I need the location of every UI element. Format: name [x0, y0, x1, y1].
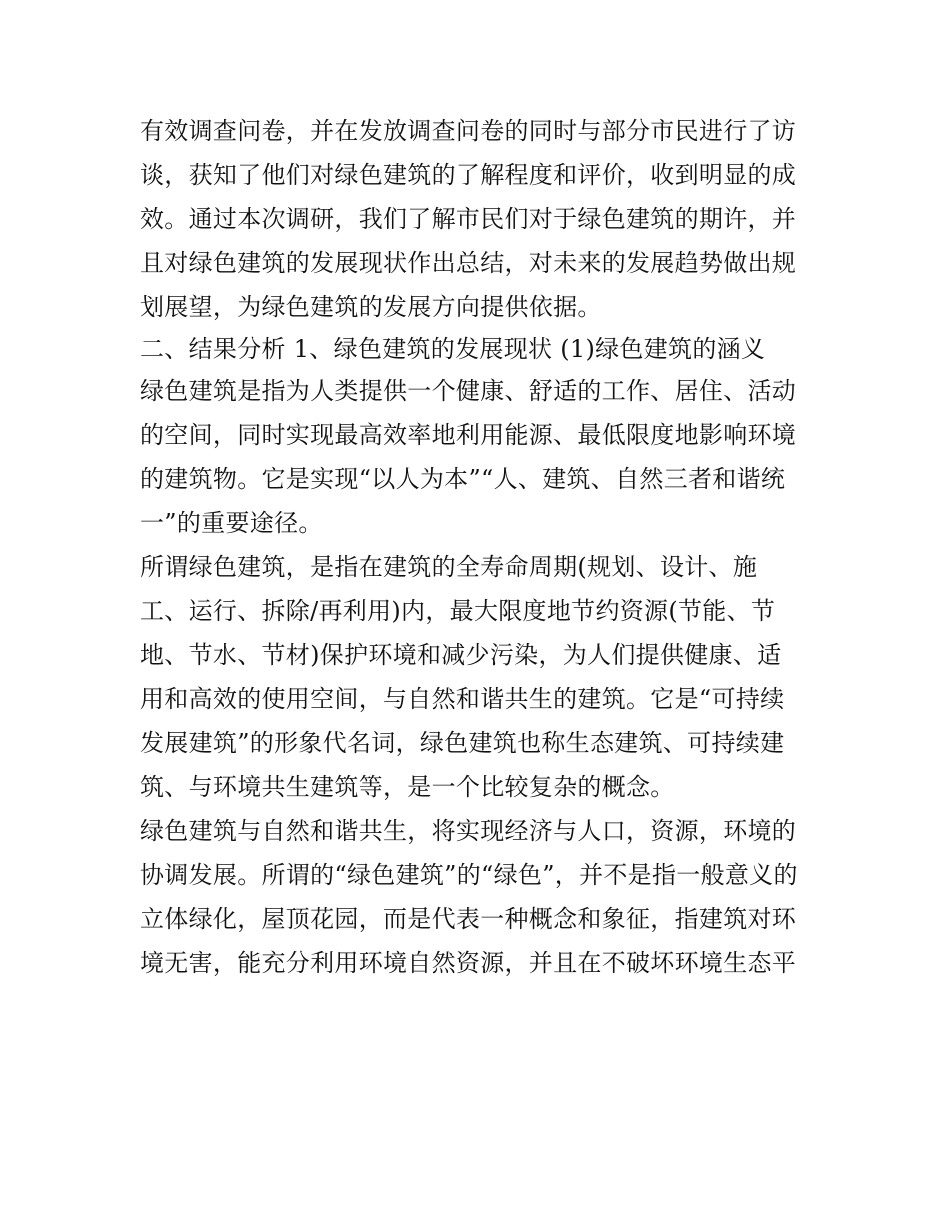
text-line: 用和高效的使用空间，与自然和谐共生的建筑。它是“可持续: [140, 685, 785, 713]
text-line: 的建筑物。它是实现“以人为本”“人、建筑、自然三者和谐统: [140, 465, 786, 493]
text-line: 立体绿化，屋顶花园，而是代表一种概念和象征，指建筑对环: [140, 905, 797, 933]
text-line: 绿色建筑与自然和谐共生，将实现经济与人口，资源，环境的: [140, 817, 797, 845]
text-line: 划展望，为绿色建筑的发展方向提供依据。: [140, 293, 602, 321]
text-line: 谈，获知了他们对绿色建筑的了解程度和评价，收到明显的成: [140, 161, 797, 189]
text-line: 有效调查问卷，并在发放调查问卷的同时与部分市民进行了访: [140, 117, 797, 145]
text-line: 地、节水、节材)保护环境和减少污染，为人们提供健康、适: [140, 641, 782, 669]
text-line: 境无害，能充分利用环境自然资源，并且在不破坏环境生态平: [140, 949, 797, 977]
section-heading: 二、结果分析 1、绿色建筑的发展现状 (1)绿色建筑的涵义: [140, 335, 766, 363]
text-line: 一”的重要途径。: [140, 509, 323, 537]
text-line: 发展建筑”的形象代名词，绿色建筑也称生态建筑、可持续建: [140, 729, 785, 757]
text-line: 筑、与环境共生建筑等，是一个比较复杂的概念。: [140, 773, 675, 801]
text-line: 所谓绿色建筑，是指在建筑的全寿命周期(规划、设计、施: [140, 553, 758, 581]
text-line: 的空间，同时实现最高效率地利用能源、最低限度地影响环境: [140, 421, 797, 449]
text-line: 工、运行、拆除/再利用)内，最大限度地节约资源(节能、节: [140, 597, 776, 625]
document-body: [140, 109, 840, 985]
text-line: 绿色建筑是指为人类提供一个健康、舒适的工作、居住、活动: [140, 377, 797, 405]
text-line: 且对绿色建筑的发展现状作出总结，对未来的发展趋势做出规: [140, 249, 797, 277]
text-line: 效。通过本次调研，我们了解市民们对于绿色建筑的期许，并: [140, 205, 797, 233]
text-line: 协调发展。所谓的“绿色建筑”的“绿色”，并不是指一般意义的: [140, 861, 798, 889]
